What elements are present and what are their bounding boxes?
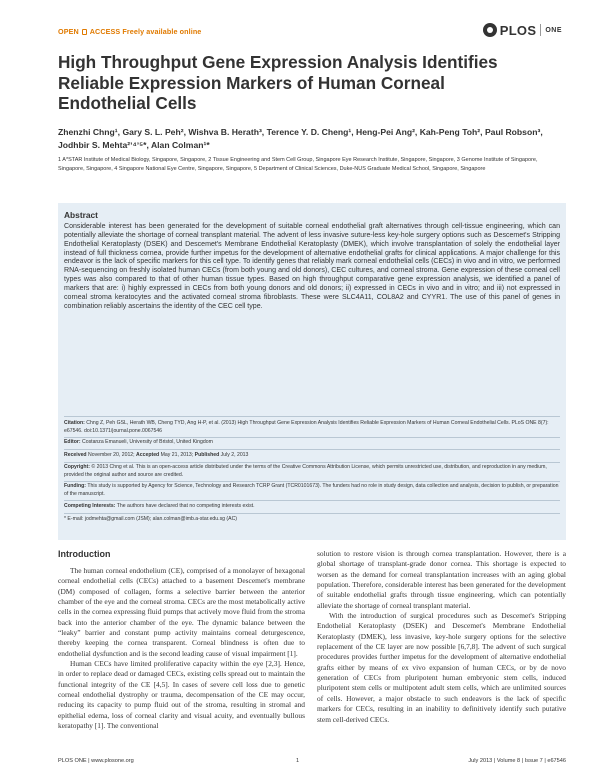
editor-label: Editor: — [64, 439, 81, 445]
copyright-text: © 2013 Chng et al. This is an open-access article distributed under the terms of the Creative Commons Attribution License, which permits unrestricted use, distribution, and reproduction in any medium, provided the original author and source are credited. — [64, 464, 547, 478]
section-heading-introduction: Introduction — [58, 549, 111, 559]
citation — [64, 420, 560, 435]
funding-text: This study is supported by Agency for Science, Technology and Research TCRP Grant (TCR0101673). The funders had no role in study design, data collection and analysis, decision to publish, or preparation of the manuscript. — [64, 483, 559, 497]
open-lock-icon — [82, 29, 87, 35]
article-title: High Throughput Gene Expression Analysis Identifies Reliable Expression Markers of Human Corneal Endothelial Cells — [58, 52, 498, 113]
copyright — [64, 464, 560, 479]
corresponding-email: * E-mail: jodmehta@gmail.com (JSM); alan.colman@imb.a-star.edu.sg (AC) — [64, 516, 237, 522]
published-label: Published — [194, 452, 220, 458]
meta-divider — [64, 462, 560, 463]
freely-available-label: Freely available online — [122, 27, 202, 36]
competing-text: The authors have declared that no competing interests exist. — [116, 503, 255, 509]
page-footer — [58, 758, 566, 768]
paragraph: With the introduction of surgical procedures such as Descemet's Stripping Endothelial Keratoplasty (DSEK) and Descemet's Membrane Endothelial Keratoplasty (DMEK), less invasive, key-hole surgery options for the selective replacement of the CE layer are now possible [6,7,8]. The advent of such surgical procedures provides further impetus for the development of alternative endothelial grafts either by means of ex vivo expansion of human CECs, or by de novo generation of CECs from pluripotent human embryonic stem cells, induced pluripotent stem cells or multipotent adult stem cells, which are unlimited sources of cells. However, a major obstacle to such endeavors is the lack of specific markers for CECs, resulting in an inability to definitively identify such putative stem cell-derived CECs. — [317, 611, 566, 724]
paragraph: solution to restore vision is through cornea transplantation. However, there is a global shortage of transplant-grade donor cornea. This shortage is expected to worsen as the demand for corneal transplantation increases with an aging global population. Therefore, considerable interest has been generated for the development of suitable endothelial grafts through tissue engineering, which can potentially alleviate the shortage of corneal transplant material. — [317, 549, 566, 610]
abstract-text: Considerable interest has been generated for the development of suitable corneal endothelial graft alternatives through cell-tissue engineering, which can potentially alleviate the shortage of corneal transplant material. The advent of less invasive suture-less key-hole surgery options such as Descemet's Stripping Endothelial Keratoplasty (DSEK) and Descemet's Membrane Endothelial Keratoplasty (DMEK), which involve transplantation of solely the endothelial layer instead of full thickness cornea, provide further impetus for the development of alternative endothelial grafts for clinical applications. A major challenge for this endeavor is the lack of specific markers for this cell type. To identify genes that reliably mark corneal endothelial cells (CECs) in vivo and in vitro, we performed RNA-sequencing on freshly isolated human CECs (from both young and old donors), CEC cultures, and corneal stroma. Gene expression of these corneal cell types was also compared to that of other human tissue types. Based on high throughput comparative gene expression analysis, we identified a panel of markers that are: i) highly expressed in CECs from both young donors and old donors; ii) expressed in CECs in vivo and in vitro; and iii) not expressed in corneal stroma keratocytes and the activated corneal stroma fibroblasts. These were SLC4A11, COL8A2 and CYYR1. The use of this panel of genes in combination reliably ascertains the identity of the CEC cell type. — [64, 223, 560, 310]
editor-text: Costanza Emanueli, University of Bristol, United Kingdom — [82, 439, 213, 445]
copyright-label: Copyright: — [64, 464, 90, 470]
funding — [64, 483, 560, 498]
access-label: ACCESS — [89, 27, 121, 36]
dates — [64, 452, 560, 460]
accepted-label: Accepted — [136, 452, 160, 458]
plos-logo-icon — [483, 23, 497, 37]
published-date: July 2, 2013 — [220, 452, 249, 458]
meta-divider — [64, 513, 560, 514]
affiliations: 1 A*STAR Institute of Medical Biology, Singapore, Singapore, 2 Tissue Engineering and Stem Cell Group, Singapore Eye Research Institute, Singapore, Singapore, 3 Genome Institute of Singapore, Singapore, Singapore, 4 Singapore National Eye Centre, Singapore, Singapore, 5 Department of Clinical Sciences, Duke-NUS Graduate Medical School, Singapore, Singapore — [58, 157, 538, 172]
meta-divider — [64, 437, 560, 438]
paragraph: Human CECs have limited proliferative capacity within the eye [2,3]. Hence, in order to replace dead or damaged CECs, existing cells spread out to maintain the functional integrity of the CE [4,5]. In cases of severe cell loss due to genetic corneal endothelial dystrophy or trauma, decompensation of the CE may occur, reducing its capacity to pump fluid out of the stroma, resulting in stromal and epithelial edema, loss of corneal clarity and visual acuity, and eventually bullous keratopathy [1]. The conventional — [58, 659, 305, 731]
citation-label: Citation: — [64, 420, 85, 426]
journal-name: PLOS — [499, 22, 537, 38]
competing-label: Competing Interests: — [64, 503, 116, 509]
received-date: November 20, 2012; — [88, 452, 135, 458]
open-access-banner — [58, 27, 201, 36]
body-column-right — [317, 549, 566, 725]
logo-divider — [540, 24, 541, 36]
competing-interests — [64, 503, 560, 511]
footer-journal: PLOS ONE | www.plosone.org — [58, 758, 134, 764]
accepted-date: May 21, 2013; — [160, 452, 194, 458]
author-list: Zhenzhi Chng¹, Gary S. L. Peh², Wishva B. Herath³, Terence Y. D. Cheng¹, Heng-Pei Ang², Kah-Peng Toh², Paul Robson³, Jodhbir S. Mehta²ʼ⁴ʼ⁵*, Alan Colman¹* — [58, 127, 543, 150]
body-column-left — [58, 566, 305, 732]
paragraph: The human corneal endothelium (CE), comprised of a monolayer of hexagonal corneal endothelial cells (CECs) attached to a basement Descemet's membrane (DM) composed of collagen, forms a selective barrier between the anterior chamber of the eye and the corneal stroma. CECs are the most metabolically active cells in the cornea expressing fluid pumps that actively move fluid from the stroma back into the anterior chamber of the eye. The dynamic balance between the “leaky” barrier and constant pump activity maintains corneal deturgescence, thereby keeping the cornea transparent. Corneal blindness is often due to endothelial dysfunction and is the second leading cause of visual impairment [1]. — [58, 566, 305, 658]
open-access-label: OPEN — [58, 27, 79, 36]
funding-label: Funding: — [64, 483, 86, 489]
citation-text: Chng Z, Peh GSL, Herath WB, Cheng TYD, Ang H-P, et al. (2013) High Throughput Gene Expression Analysis Identifies Reliable Expression Markers of Human Corneal Endothelial Cells. PLoS ONE 8(7): e67546. doi:10.1371/journal.pone.0067546 — [64, 420, 549, 434]
received-label: Received — [64, 452, 87, 458]
footer-issue: July 2013 | Volume 8 | Issue 7 | e67546 — [468, 758, 566, 764]
abstract-heading: Abstract — [64, 210, 98, 220]
page-number: 1 — [296, 758, 300, 764]
meta-divider — [64, 500, 560, 501]
meta-divider — [64, 416, 560, 417]
page-header — [58, 24, 562, 44]
journal-logo — [483, 22, 562, 38]
meta-divider — [64, 449, 560, 450]
editor — [64, 439, 560, 447]
meta-divider — [64, 481, 560, 482]
journal-sub: ONE — [545, 26, 562, 34]
